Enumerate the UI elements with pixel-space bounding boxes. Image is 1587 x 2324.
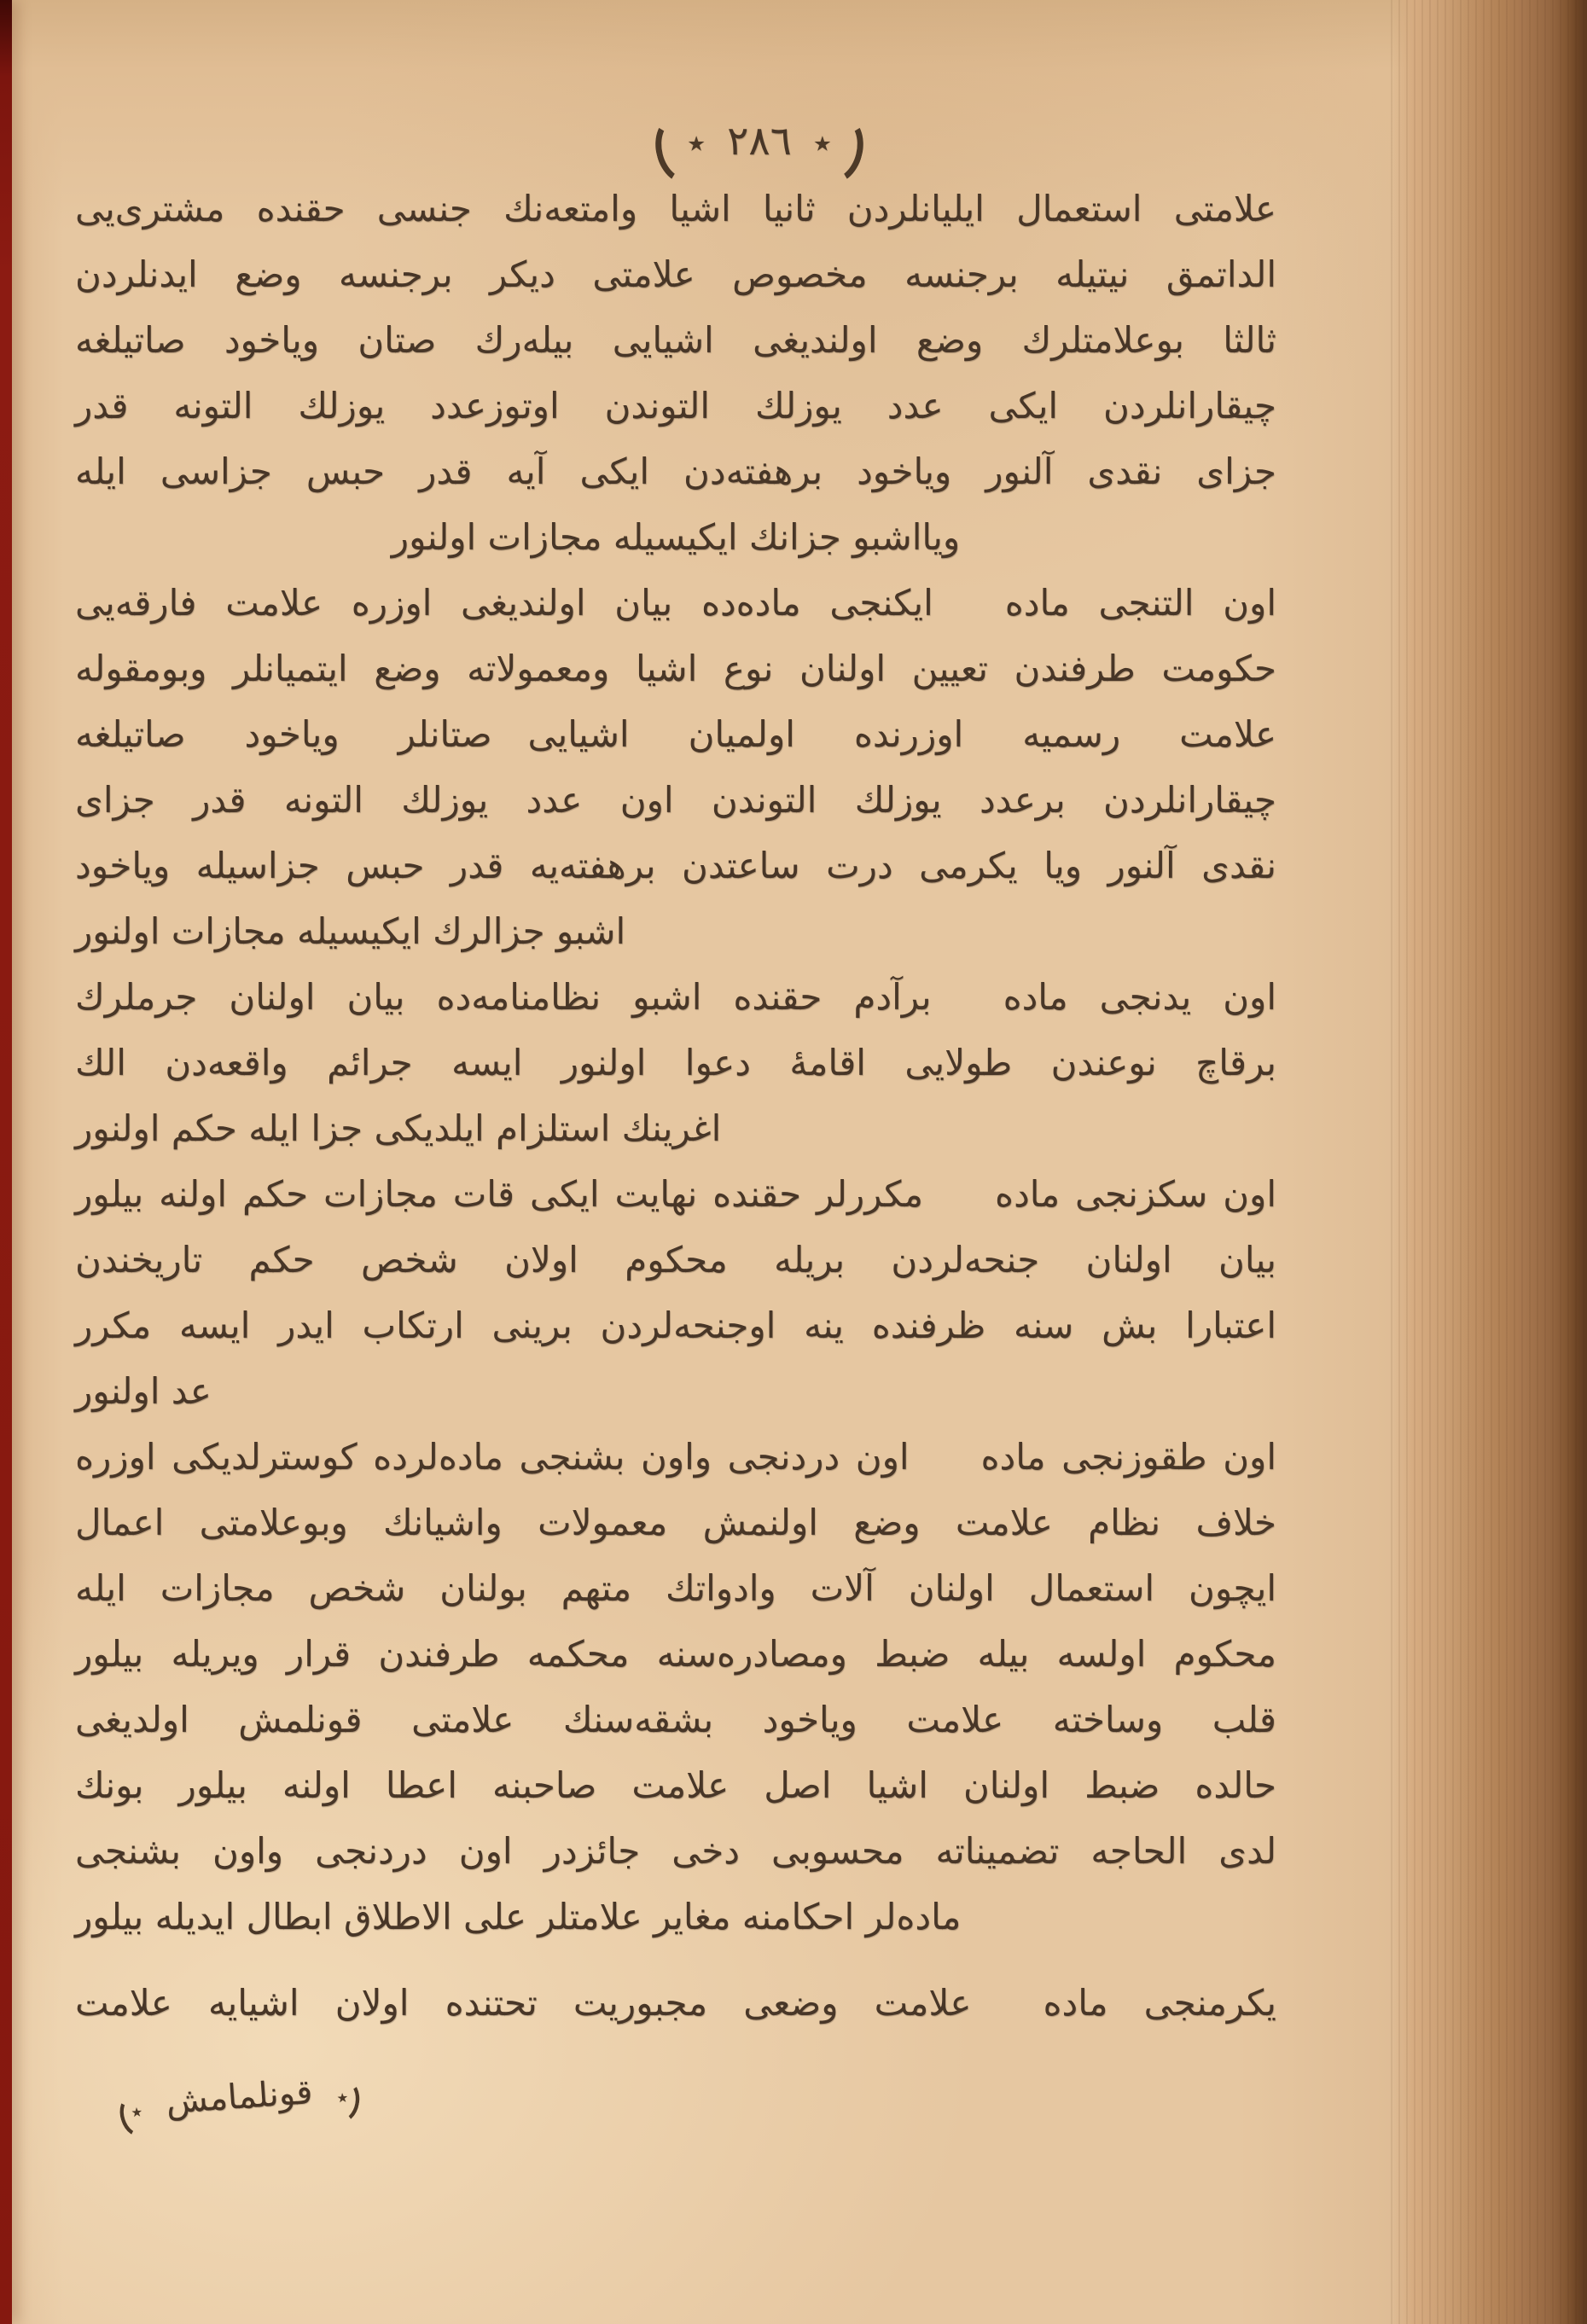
- binding-edge: [0, 0, 12, 2324]
- body-text: [75, 176, 1276, 2036]
- text-line: ويااشبو جزانك ايكيسيله مجازات اولنور: [391, 516, 961, 558]
- catchword-fleuron-right-icon: [334, 2077, 360, 2110]
- text-line: علامت رسميه اوزرنده اولميان اشيايى صتانلر وياخود صاتيلغه: [75, 713, 1276, 755]
- rosette-glyph: ٭: [130, 2099, 144, 2125]
- catchword: قونلمامش: [165, 2072, 314, 2122]
- text-line: اون طقوزنجى ماده اون دردنجى واون بشنجى ماده‌لرده كوسترلديكى اوزره: [75, 1436, 1276, 1478]
- text-line: اغرينك استلزام ايلديكى جزا ايله حكم اولنور: [75, 1107, 722, 1149]
- text-line: بيان اولنان جنحه‌لردن بريله محكوم اولان شخص حكم تاريخندن: [75, 1239, 1276, 1281]
- rosette-glyph: ٭: [336, 2084, 350, 2111]
- text-line: الداتمق نيتيله برجنسه مخصوص علامتى ديكر برجنسه وضع ايدنلردن: [75, 253, 1276, 295]
- text-line: لدى الحاجه تضميناته محسوبى دخى جائزدر اون دردنجى واون بشنجى: [75, 1830, 1276, 1872]
- text-line: محكوم اولسه بيله ضبط ومصادره‌سنه محكمه طرفندن قرار ويريله بيلور: [75, 1633, 1276, 1675]
- text-line: يكرمنجى ماده علامت وضعى مجبوريت تحتنده اولان اشيايه علامت: [75, 1982, 1276, 2024]
- fleuron-left-icon: [656, 111, 707, 177]
- rosette-glyph: ٭: [687, 124, 706, 163]
- catchword-fleuron-left-icon: [119, 2091, 144, 2124]
- page-header: [0, 111, 1519, 177]
- text-line: ماده‌لر احكامنه مغاير علامتلر على الاطلاق ابطال ايديله بيلور: [75, 1896, 962, 1938]
- text-line: چيقارانلردن ايكى عدد يوزلك التوندن اوتوزعدد يوزلك التونه قدر: [75, 385, 1276, 427]
- text-line: برقاچ نوعندن طولايى اقامهٔ دعوا اولنور ايسه جرائم واقعه‌دن الك: [75, 1042, 1276, 1084]
- text-line: اون سكزنجى ماده مكررلر حقنده نهايت ايكى قات مجازات حكم اولنه بيلور: [75, 1173, 1276, 1215]
- text-line: ايچون استعمال اولنان آلات وادواتك متهم بولنان شخص مجازات ايله: [75, 1567, 1276, 1609]
- text-line: عد اولنور: [75, 1370, 212, 1412]
- text-line: علامتى استعمال ايليانلردن ثانيا اشيا وامتعه‌نك جنسى حقنده مشترى‌يى: [75, 188, 1276, 229]
- text-line: چيقارانلردن برعدد يوزلك التوندن اون عدد يوزلك التونه قدر جزاى: [75, 779, 1276, 821]
- text-line: ثالثا بوعلامتلرك وضع اولنديغى اشيايى بيله‌رك صتان وياخود صاتيلغه: [75, 319, 1276, 361]
- page-number: ٢٨٦: [727, 117, 792, 165]
- text-line: خلاف نظام علامت وضع اولنمش معمولات واشيانك وبوعلامتى اعمال: [75, 1502, 1276, 1543]
- text-line: نقدى آلنور ويا يكرمى درت ساعتدن برهفته‌يه قدر حبس جزاسيله وياخود: [75, 845, 1276, 886]
- rosette-glyph: ٭: [812, 124, 832, 163]
- text-line: اشبو جزالرك ايكيسيله مجازات اولنور: [75, 910, 626, 952]
- text-line: اعتبارا بش سنه ظرفنده ينه اوجنحه‌لردن برينى ارتكاب ايدر ايسه مكرر: [75, 1304, 1276, 1346]
- text-line: حكومت طرفندن تعيين اولنان نوع اشيا ومعمولاته وضع ايتميانلر وبومقوله: [75, 648, 1276, 689]
- text-line: حالده ضبط اولنان اشيا اصل علامت صاحبنه اعطا اولنه بيلور بونك: [75, 1764, 1276, 1806]
- text-line: اون يدنجى ماده برآدم حقنده اشبو نظامنامه‌ده بيان اولنان جرملرك: [75, 976, 1276, 1018]
- fleuron-right-icon: [811, 111, 863, 177]
- text-line: اون التنجى ماده ايكنجى ماده‌ده بيان اولنديغى اوزره علامت فارقه‌يى: [75, 582, 1276, 624]
- book-fore-edge: [1391, 0, 1587, 2324]
- text-line: قلب وساخته علامت وياخود بشقه‌سنك علامتى قونلمش اولديغى: [75, 1699, 1276, 1740]
- text-line: جزاى نقدى آلنور وياخود برهفته‌دن ايكى آيه قدر حبس جزاسى ايله: [75, 450, 1276, 492]
